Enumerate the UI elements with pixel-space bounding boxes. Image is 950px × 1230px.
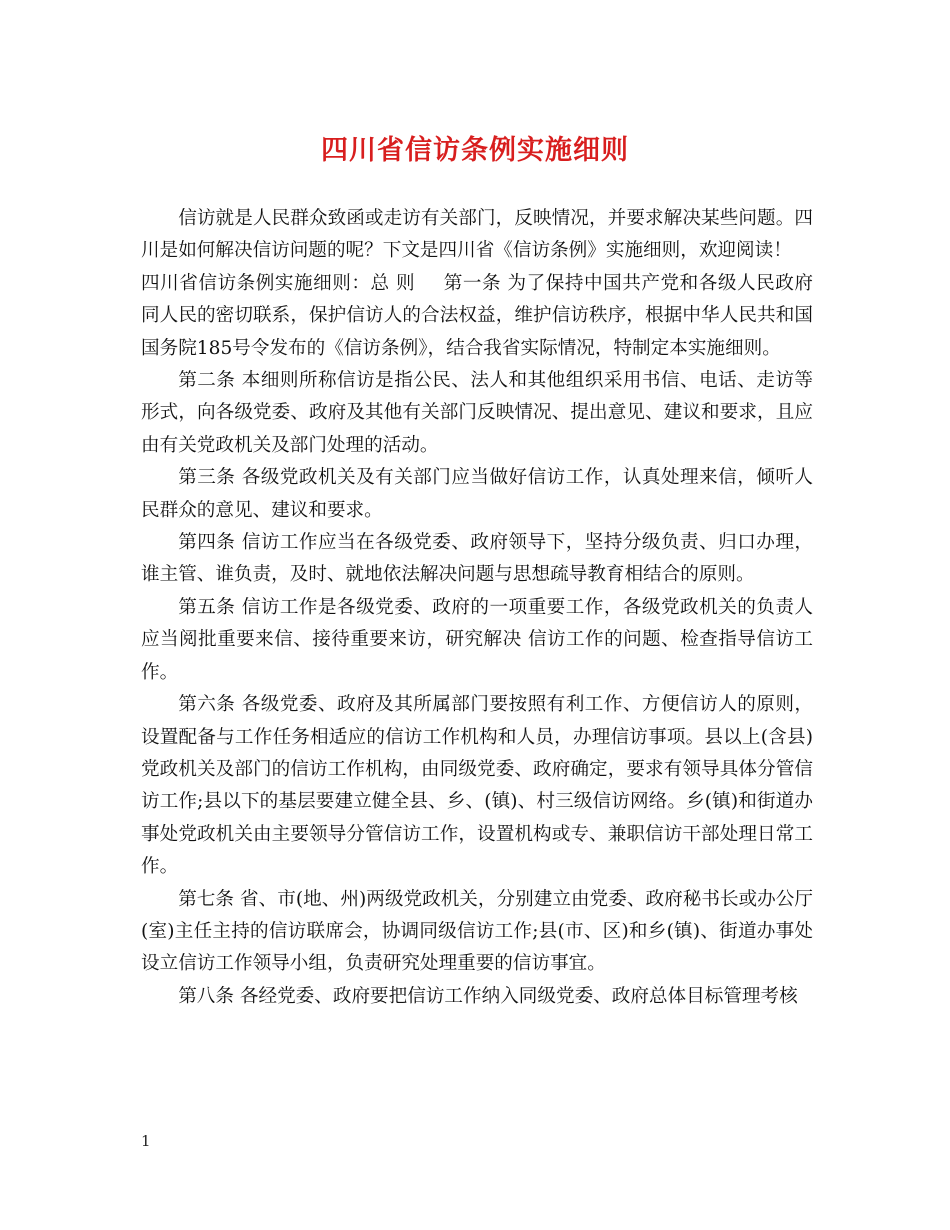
article-8: 第八条 各经党委、政府要把信访工作纳入同级党委、政府总体目标管理考核 <box>178 985 798 1007</box>
document-body <box>141 203 813 1013</box>
general-provisions-heading: 四川省信访条例实施细则：总 则 <box>141 272 416 294</box>
intro-paragraph: 信访就是人民群众致函或走访有关部门，反映情况，并要求解决某些问题。四川是如何解决信访问题的呢？下文是四川省《信访条例》实施细则，欢迎阅读！ <box>141 208 813 262</box>
article-7: 第七条 省、市(地、州)两级党政机关，分别建立由党委、政府秘书长或办公厅(室)主任主持的信访联席会，协调同级信访工作;县(市、区)和乡(镇)、街道办事处设立信访工作领导小组，负责研究处理重要的信访事宜。 <box>141 888 813 975</box>
article-6: 第六条 各级党委、政府及其所属部门要按照有利工作、方便信访人的原则，设置配备与工作任务相适应的信访工作机构和人员，办理信访事项。县以上(含县)党政机关及部门的信访工作机构，由同级党委、政府确定，要求有领导具体分管信访工作;县以下的基层要建立健全县、乡、(镇)、村三级信访网络。乡(镇)和街道办事处党政机关由主要领导分管信访工作，设置机构或专、兼职信访干部处理日常工作。 <box>141 694 813 878</box>
article-4: 第四条 信访工作应当在各级党委、政府领导下，坚持分级负责、归口办理，谁主管、谁负责，及时、就地依法解决问题与思想疏导教育相结合的原则。 <box>141 532 813 586</box>
article-5: 第五条 信访工作是各级党委、政府的一项重要工作，各级党政机关的负责人应当阅批重要来信、接待重要来访，研究解决 信访工作的问题、检查指导信访工作。 <box>141 596 813 683</box>
general-provisions-paragraph <box>141 268 813 365</box>
article-2: 第二条 本细则所称信访是指公民、法人和其他组织采用书信、电话、走访等形式，向各级党委、政府及其他有关部门反映情况、提出意见、建议和要求，且应由有关党政机关及部门处理的活动。 <box>141 370 813 456</box>
document-title: 四川省信访条例实施细则 <box>321 135 629 166</box>
page-number: 1 <box>141 1132 151 1150</box>
article-3: 第三条 各级党政机关及有关部门应当做好信访工作，认真处理来信，倾听人民群众的意见、建议和要求。 <box>141 467 813 521</box>
article-1: 第一条 为了保持中国共产党和各级人民政府同人民的密切联系，保护信访人的合法权益，维护信访秩序，根据中华人民共和国国务院185号令发布的《信访条例》，结合我省实际情况，特制定本实施细则。 <box>141 272 813 359</box>
